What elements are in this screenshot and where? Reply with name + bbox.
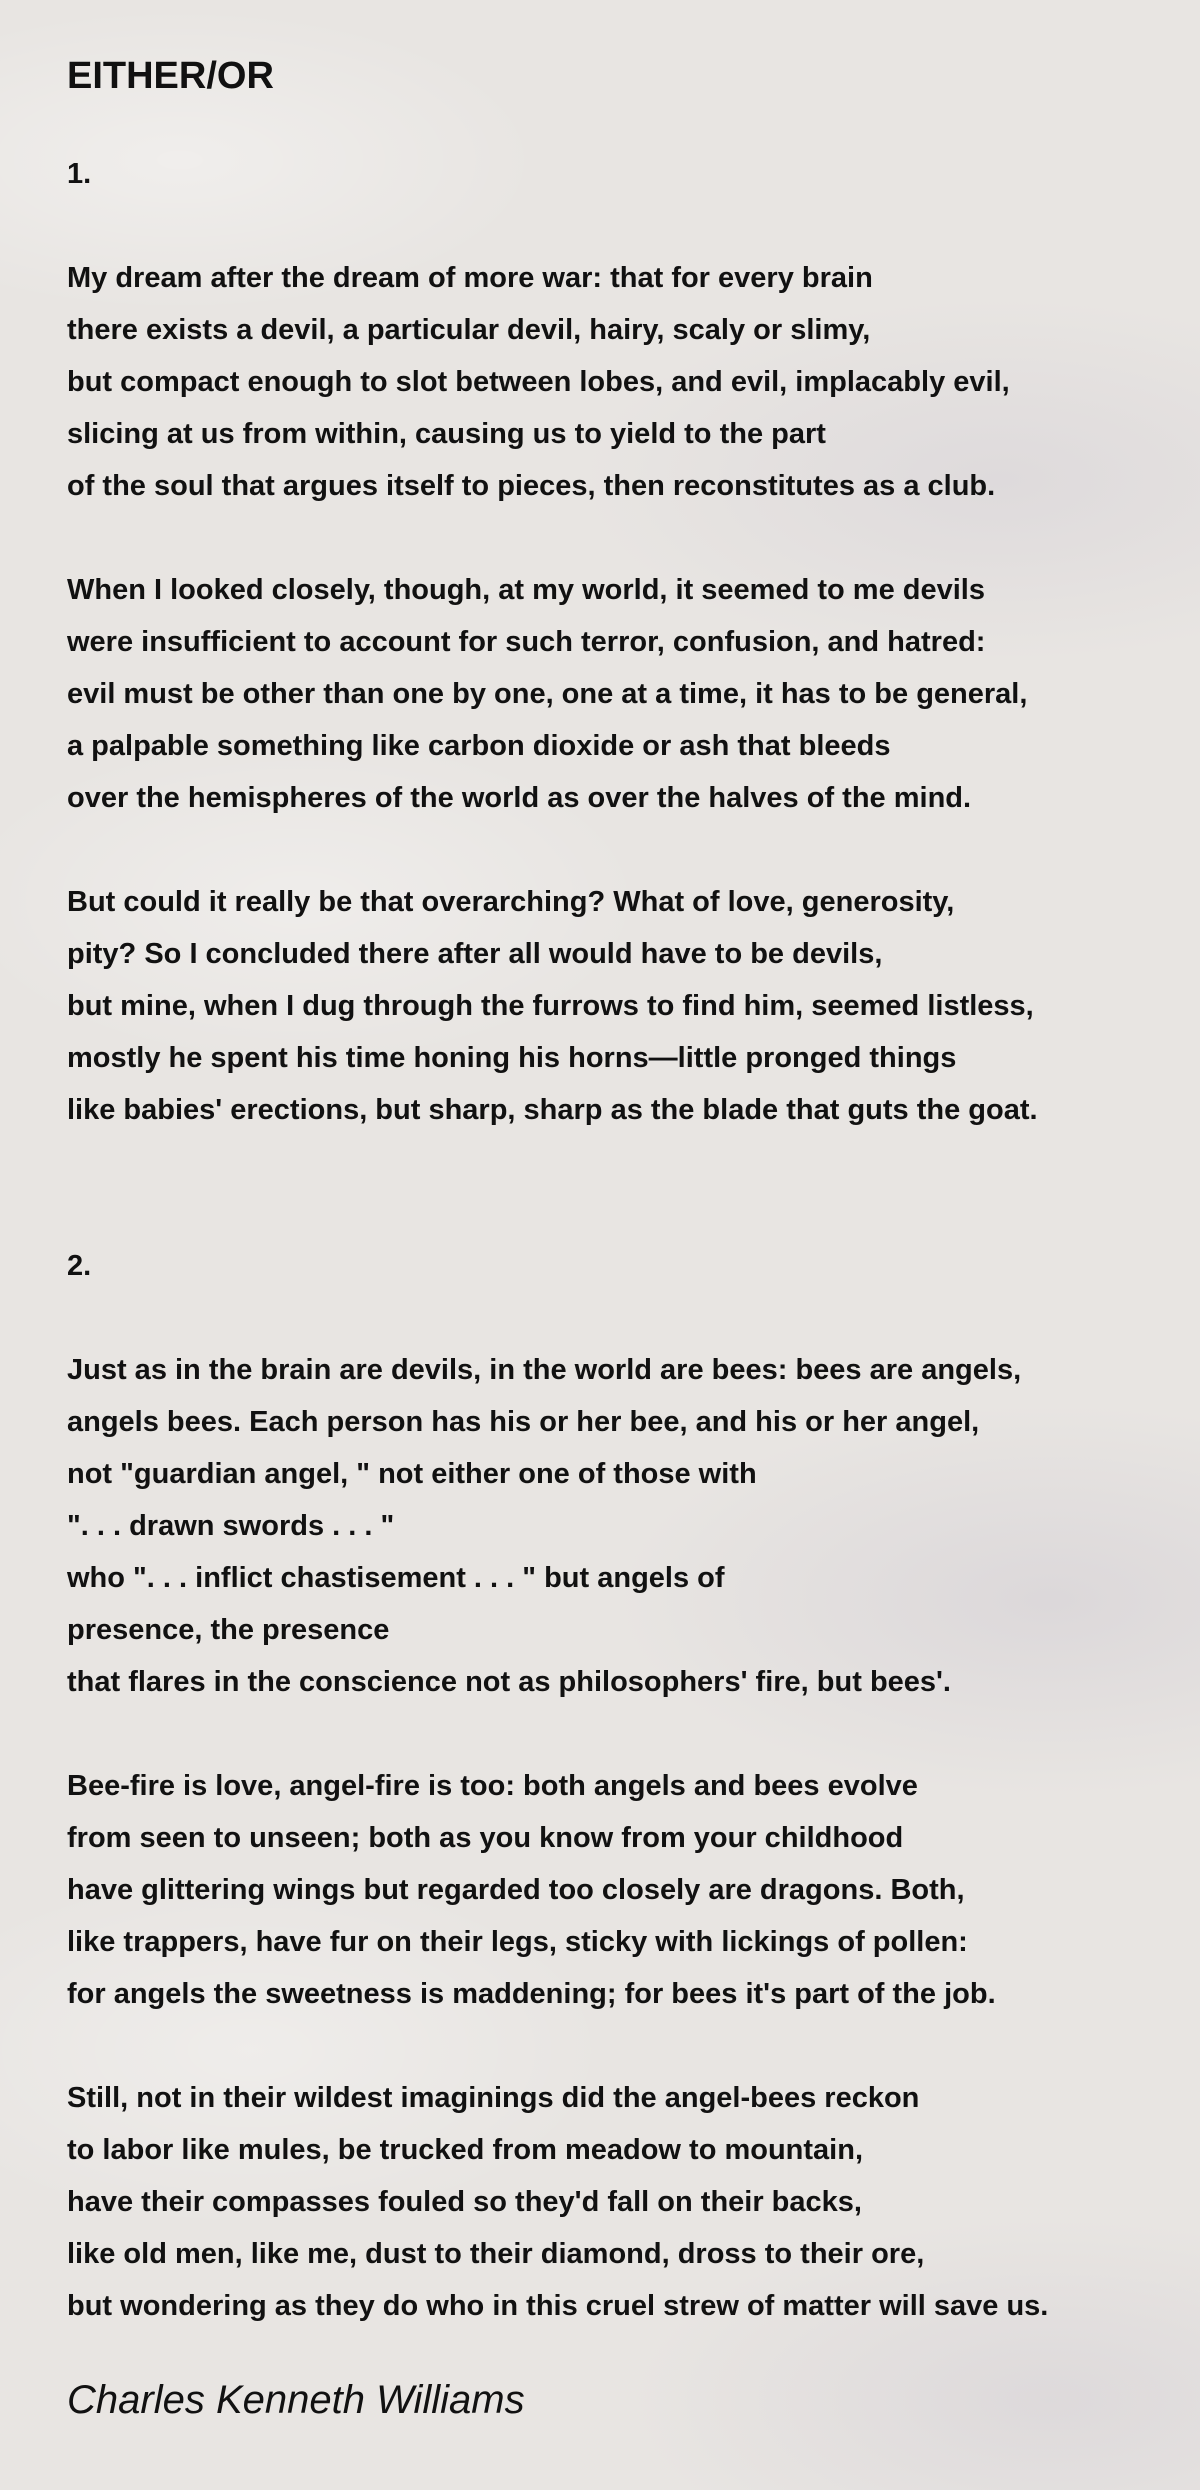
spacer xyxy=(67,824,1177,876)
poem-line: pity? So I concluded there after all would have to be devils, xyxy=(67,938,883,970)
poem-line: but wondering as they do who in this cruel strew of matter will save us. xyxy=(67,2290,1049,2322)
section-number: 2. xyxy=(67,1250,92,1282)
stanza xyxy=(67,564,1177,824)
poem-line: but compact enough to slot between lobes, and evil, implacably evil, xyxy=(67,366,1010,398)
poem-line: of the soul that argues itself to pieces, then reconstitutes as a club. xyxy=(67,470,996,502)
section-number: 1. xyxy=(67,158,92,190)
poem-section-2 xyxy=(67,1240,1177,2332)
poem-line: ". . . drawn swords . . . " xyxy=(67,1510,395,1542)
poem-line: slicing at us from within, causing us to yield to the part xyxy=(67,418,826,450)
poem-line: presence, the presence xyxy=(67,1614,390,1646)
spacer xyxy=(67,512,1177,564)
spacer xyxy=(67,2020,1177,2072)
poem-line: that flares in the conscience not as philosophers' fire, but bees'. xyxy=(67,1666,951,1698)
author-name: Charles Kenneth Williams xyxy=(67,2378,525,2422)
poem-line: have glittering wings but regarded too closely are dragons. Both, xyxy=(67,1874,965,1906)
poem-line: not "guardian angel, " not either one of those with xyxy=(67,1458,757,1490)
poem-line: like old men, like me, dust to their diamond, dross to their ore, xyxy=(67,2238,925,2270)
spacer xyxy=(67,200,1177,252)
poem-line: angels bees. Each person has his or her bee, and his or her angel, xyxy=(67,1406,980,1438)
poem-line: Just as in the brain are devils, in the world are bees: bees are angels, xyxy=(67,1354,1022,1386)
poem-line: Still, not in their wildest imaginings did the angel-bees reckon xyxy=(67,2082,920,2114)
poem-line: but mine, when I dug through the furrows to find him, seemed listless, xyxy=(67,990,1034,1022)
poem-line: have their compasses fouled so they'd fall on their backs, xyxy=(67,2186,862,2218)
stanza xyxy=(67,1344,1177,1708)
poem-line: mostly he spent his time honing his horns—little pronged things xyxy=(67,1042,957,1074)
poem-line: there exists a devil, a particular devil, hairy, scaly or slimy, xyxy=(67,314,871,346)
poem-page xyxy=(67,48,1177,2428)
spacer xyxy=(67,1136,1177,1240)
poem-line: a palpable something like carbon dioxide or ash that bleeds xyxy=(67,730,891,762)
poem-line: When I looked closely, though, at my world, it seemed to me devils xyxy=(67,574,985,606)
stanza xyxy=(67,2072,1177,2332)
poem-line: to labor like mules, be trucked from meadow to mountain, xyxy=(67,2134,864,2166)
poem-line: were insufficient to account for such terror, confusion, and hatred: xyxy=(67,626,986,658)
poem-line: from seen to unseen; both as you know from your childhood xyxy=(67,1822,904,1854)
stanza xyxy=(67,252,1177,512)
poem-line: My dream after the dream of more war: that for every brain xyxy=(67,262,873,294)
stanza xyxy=(67,1760,1177,2020)
poem-line: over the hemispheres of the world as over the halves of the mind. xyxy=(67,782,972,814)
spacer xyxy=(67,1708,1177,1760)
spacer xyxy=(67,104,1177,148)
poem-section-1 xyxy=(67,148,1177,1136)
poem-line: Bee-fire is love, angel-fire is too: both angels and bees evolve xyxy=(67,1770,918,1802)
poem-line: like trappers, have fur on their legs, sticky with lickings of pollen: xyxy=(67,1926,968,1958)
poem-line: evil must be other than one by one, one at a time, it has to be general, xyxy=(67,678,1028,710)
spacer xyxy=(67,1292,1177,1344)
poem-title: EITHER/OR xyxy=(67,55,274,97)
poem-line: like babies' erections, but sharp, sharp as the blade that guts the goat. xyxy=(67,1094,1038,1126)
poem-line: who ". . . inflict chastisement . . . " but angels of xyxy=(67,1562,725,1594)
poem-line: But could it really be that overarching? What of love, generosity, xyxy=(67,886,955,918)
stanza xyxy=(67,876,1177,1136)
poem-line: for angels the sweetness is maddening; for bees it's part of the job. xyxy=(67,1978,996,2010)
